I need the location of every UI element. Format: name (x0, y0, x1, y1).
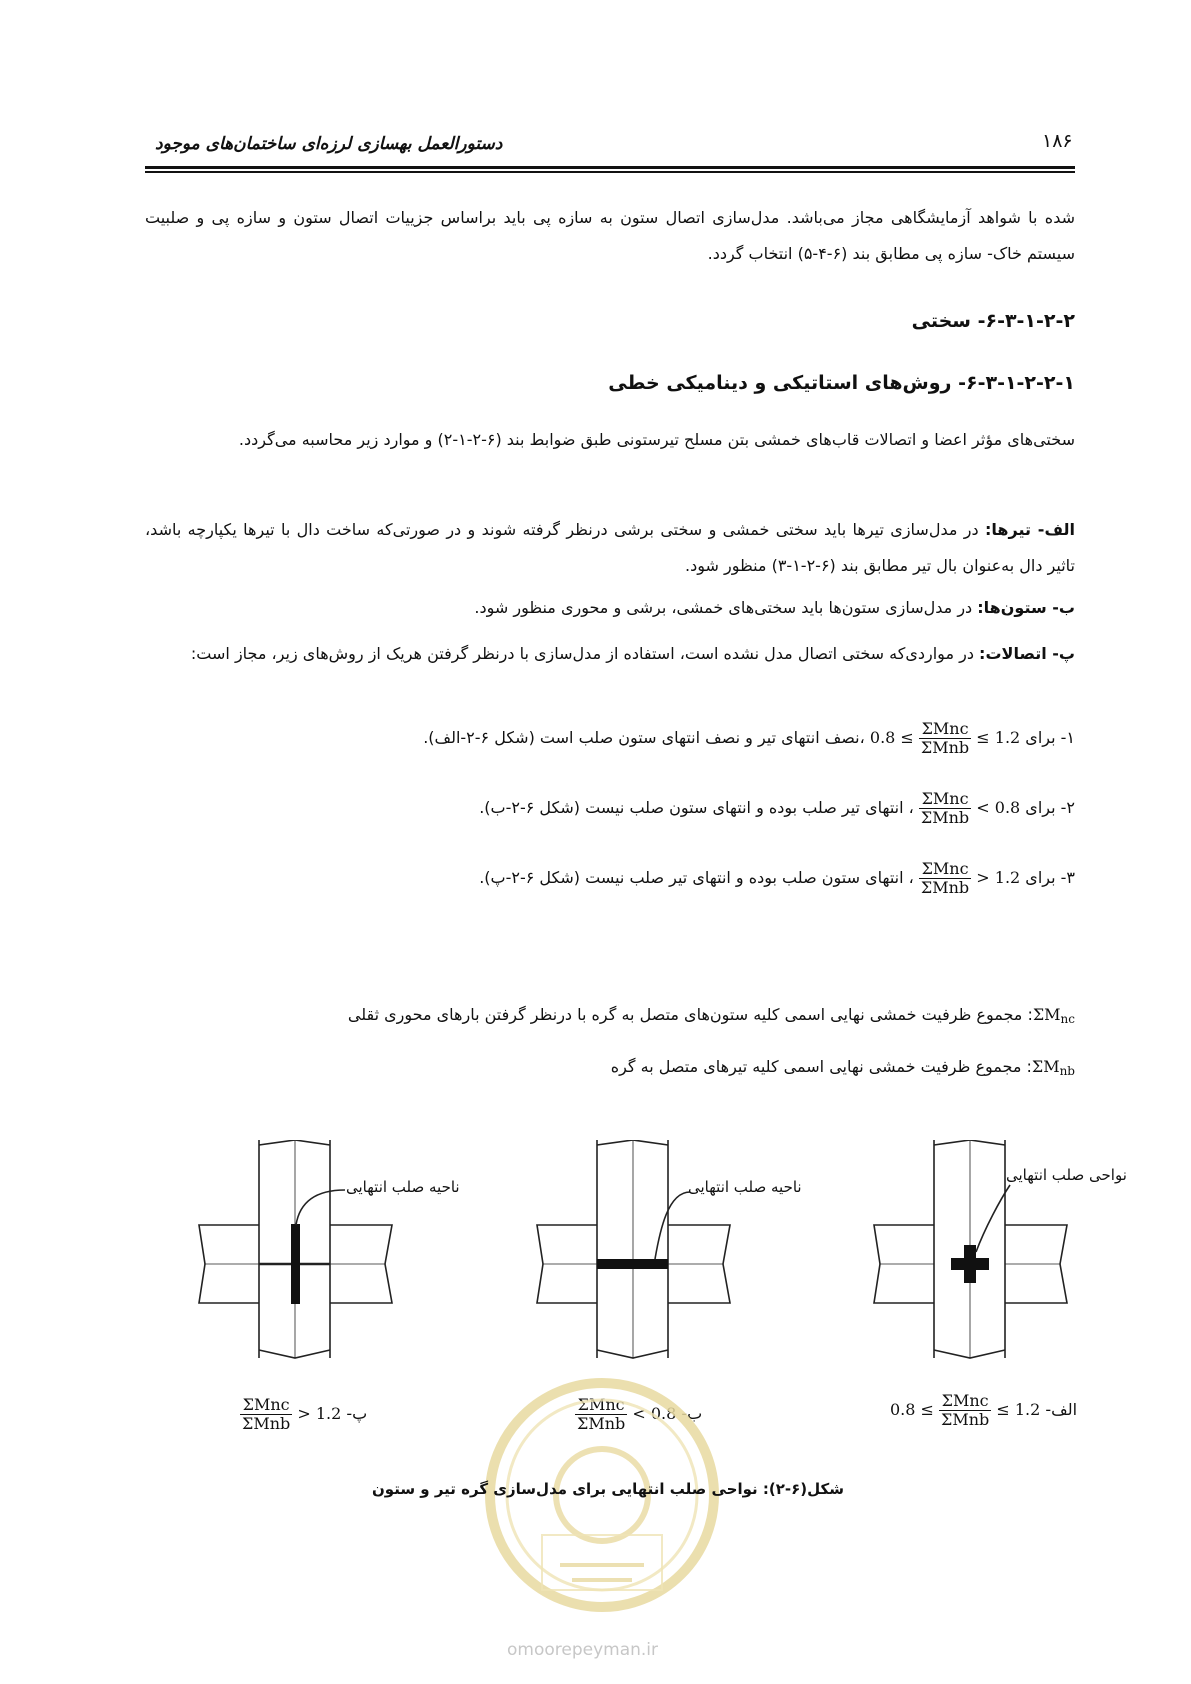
joint-diagram-p (199, 1140, 392, 1358)
item-beams-label: الف- تیرها: (984, 520, 1075, 539)
intro-paragraph: شده با شواهد آزمایشگاهی مجاز می‌باشد. مدل‌سازی اتصال ستون به سازه پی باید براساس جزییات اتصال ستون و سازه پی و صلبیت سیستم خاک- سازه پی مطابق بند (۶-۴-۵) انتخاب گردد. (145, 208, 1075, 263)
case-3-cond: > 1.2 (976, 868, 1021, 887)
watermark-url: omoorepeyman.ir (507, 1640, 659, 1660)
symbol-sum-mnc: $\Sigma M_{nc}$ (1032, 1005, 1075, 1026)
figure-label-middle: ناحیه صلب انتهایی (688, 1178, 802, 1196)
figure-label-left: ناحیه صلب انتهایی (346, 1178, 460, 1196)
case-1-lo: 0.8 ≤ (869, 728, 914, 747)
subfigure-b-fraction: $\frac{\text{ΣMnc}}{\text{ΣMnb}}$ (577, 1395, 626, 1433)
heading-stiffness: ۶-۳-۱-۲-۲- سختی (911, 310, 1075, 332)
case-3-fraction (919, 860, 971, 897)
item-connections-text: در مواردی‌که سختی اتصال مدل نشده است، استفاده از مدل‌سازی با درنظر گرفتن هریک از روش‌های زیر، مجاز است: (190, 644, 980, 663)
case-2-fraction (919, 790, 971, 827)
fraction-numerator: ΣMnc (919, 720, 971, 739)
item-columns-text: در مدل‌سازی ستون‌ها باید سختی‌های خمشی، برشی و محوری منظور شود. (474, 598, 978, 617)
fraction-denominator: ΣMnb (920, 738, 970, 757)
subfigure-a-label (890, 1392, 1077, 1429)
definition-nb (611, 1057, 1075, 1078)
fraction-denominator: ΣMnb (920, 878, 970, 897)
subfigure-a-hi: ≤ 1.2 (996, 1400, 1041, 1419)
subfigure-p-fraction: $\frac{\text{ΣMnc}}{\text{ΣMnb}}$ (242, 1395, 291, 1433)
item-connections (145, 636, 1075, 672)
item-beams (145, 512, 1075, 584)
symbol-sum-mnb: $\Sigma M_{nb}$ (1031, 1057, 1075, 1078)
figure-label-right: نواحی صلب انتهایی (1006, 1166, 1127, 1184)
case-3-condition (919, 860, 1020, 897)
case-3-text: ، انتهای ستون صلب بوده و انتهای تیر صلب نیست (شکل ۶-۲-پ). (479, 868, 914, 887)
subfigure-p-letter: پ- (346, 1404, 368, 1423)
figure-caption: شکل(۶-۲): نواحی صلب انتهایی برای مدل‌سازی گره تیر و ستون (372, 1480, 845, 1498)
subfigure-a-lo: 0.8 ≤ (890, 1400, 934, 1419)
fraction-numerator: ΣMnc (919, 860, 971, 879)
case-2-condition (919, 790, 1020, 827)
case-1-text: ،نصف انتهای تیر و نصف انتهای ستون صلب است (شکل ۶-۲-الف). (423, 728, 865, 747)
subfigure-p-cond: > 1.2 (297, 1404, 342, 1423)
definition-nb-text: : مجموع ظرفیت خمشی نهایی اسمی کلیه تیرهای متصل به گره (610, 1057, 1032, 1076)
case-3 (479, 860, 1075, 897)
item-beams-text: در مدل‌سازی تیرها باید سختی خمشی و سختی برشی درنظر گرفته شوند و در صورتی‌که ساخت دال با تیرها یکپارچه باشد، تاثیر دال به‌عنوان بال تیر مطابق بند (۶-۲-۱-۳) منظور شود. (145, 520, 1075, 575)
header-rule-secondary (145, 171, 1075, 173)
case-1-fraction (919, 720, 971, 757)
case-1-hi: ≤ 1.2 (976, 728, 1021, 747)
fraction-numerator: ΣMnc (919, 790, 971, 809)
definition-nc-text: : مجموع ظرفیت خمشی نهایی اسمی کلیه ستون‌های متصل به گره با درنظر گرفتن بارهای محوری ثقلی (347, 1005, 1033, 1024)
item-connections-label: پ- اتصالات: (979, 644, 1075, 663)
case-2-prefix: ۲- برای (1020, 798, 1075, 817)
joint-diagram-b (537, 1140, 730, 1358)
subfigure-b-cond: < 0.8 (632, 1404, 677, 1423)
heading-linear-methods: ۶-۳-۱-۲-۲-۱- روش‌های استاتیکی و دینامیکی خطی (608, 372, 1075, 394)
header-rule (145, 166, 1075, 169)
subfigure-a-fraction: $\frac{\text{ΣMnc}}{\text{ΣMnb}}$ (941, 1391, 990, 1429)
case-3-prefix: ۳- برای (1020, 868, 1075, 887)
subfigure-a-letter: الف- (1045, 1400, 1078, 1419)
subfigure-p-label (240, 1396, 367, 1433)
case-1 (423, 720, 1075, 757)
case-2 (479, 790, 1075, 827)
linear-paragraph: سختی‌های مؤثر اعضا و اتصالات قاب‌های خمشی بتن مسلح تیرستونی طبق ضوابط بند (۶-۲-۱-۲) و موارد زیر محاسبه می‌گردد. (238, 430, 1075, 449)
case-2-cond: < 0.8 (976, 798, 1021, 817)
subfigure-b-letter: ب- (681, 1404, 703, 1423)
item-columns (145, 590, 1075, 626)
case-1-condition (870, 720, 1020, 757)
item-columns-label: ب- ستون‌ها: (977, 598, 1075, 617)
header-title: دستورالعمل بهسازی لرزه‌ای ساختمان‌های موجود (155, 134, 503, 154)
case-1-prefix: ۱- برای (1020, 728, 1075, 747)
fraction-denominator: ΣMnb (920, 808, 970, 827)
page-number: ۱۸۶ (1042, 130, 1073, 152)
definition-nc (348, 1005, 1075, 1026)
case-2-text: ، انتهای تیر صلب بوده و انتهای ستون صلب نیست (شکل ۶-۲-ب). (479, 798, 914, 817)
